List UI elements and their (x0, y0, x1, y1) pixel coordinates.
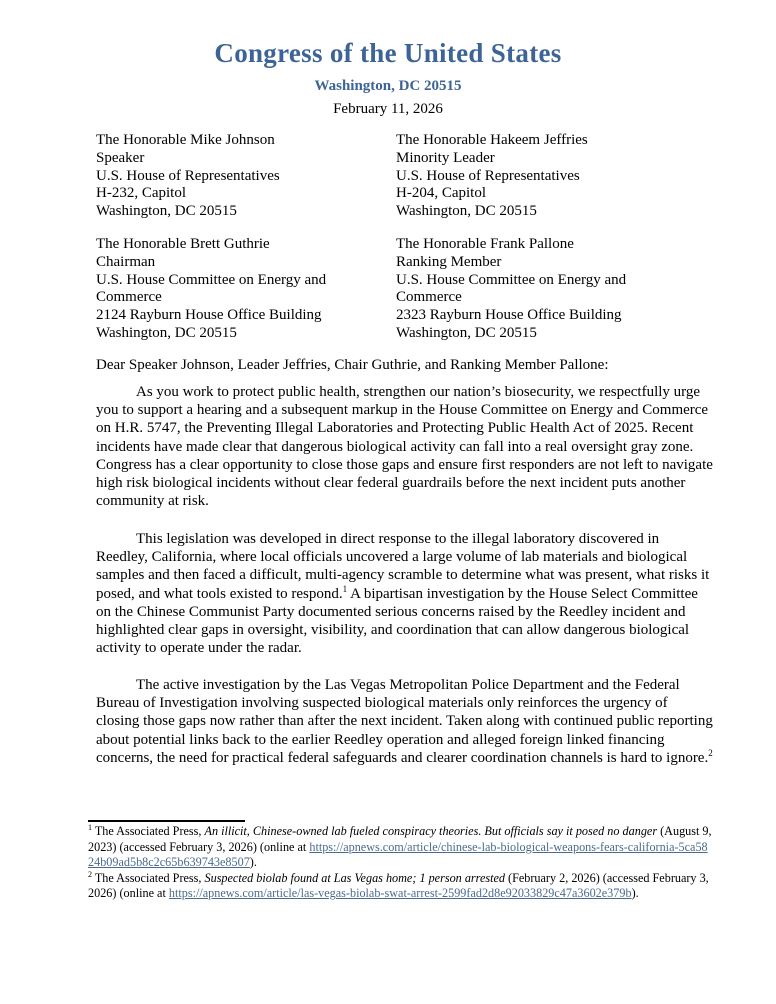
footnote-ref[interactable]: 2 (708, 747, 713, 758)
footnote-number: 1 (88, 823, 92, 832)
addressee-line: Chairman (96, 253, 156, 270)
footnote-source: The Associated Press, (94, 824, 205, 838)
footnote-divider (88, 820, 245, 822)
addressee-line: Washington, DC 20515 (96, 324, 237, 341)
addressee-line: H-204, Capitol (396, 185, 486, 202)
addressee-line: Washington, DC 20515 (96, 203, 237, 220)
addressee-line: The Honorable Frank Pallone (396, 236, 574, 252)
letterhead-subtitle: Washington, DC 20515 (314, 78, 462, 94)
body-paragraph (96, 530, 714, 657)
footnote-detail: (August 9, 2023) (accessed February 3, 2026) (online at (88, 824, 712, 854)
footnote-source: The Associated Press, (94, 870, 205, 885)
body-paragraph (96, 676, 714, 767)
paragraph-text: This legislation was developed in direct response to the illegal laboratory discovered in Reedley, California, where local officials uncovered a large volume of lab materials and biological samples and then faced a difficult, multi-agency scramble to determine what was present, what risks it posed, and what tools existed to respond. (96, 531, 710, 602)
footnote-end: ). (631, 886, 639, 901)
salutation: Dear Speaker Johnson, Leader Jeffries, Chair Guthrie, and Ranking Member Pallone: (96, 357, 609, 373)
addressee-line: Commerce (96, 289, 162, 306)
footnote (88, 871, 713, 902)
addressee-line: U.S. House of Representatives (96, 167, 280, 184)
footnote-title: An illicit, Chinese-owned lab fueled conspiracy theories. But officials say it posed no danger (204, 824, 658, 838)
addressee-line: The Honorable Brett Guthrie (96, 236, 270, 252)
addressee-line: Ranking Member (396, 253, 502, 270)
letterhead-title: Congress of the United States (214, 38, 562, 68)
addressee-line: Minority Leader (396, 149, 495, 166)
addressee-block (96, 132, 396, 221)
footnote-end: ). (249, 855, 257, 870)
addressee-line: H-232, Capitol (96, 185, 186, 202)
addressee-line: 2323 Rayburn House Office Building (396, 307, 622, 324)
body-paragraph (96, 383, 714, 510)
addressee-line: U.S. House Committee on Energy and (96, 271, 327, 288)
addressee-line: The Honorable Mike Johnson (96, 132, 275, 148)
letter-date: February 11, 2026 (333, 101, 443, 117)
footnote-link[interactable]: https://apnews.com/article/las-vegas-biolab-swat-arrest-2599fad2d8e92033829c47a3602e379b (168, 886, 632, 901)
addressee-line: U.S. House of Representatives (396, 167, 580, 184)
footnotes (88, 824, 713, 902)
addressee-line: Washington, DC 20515 (396, 324, 537, 341)
addressee-line: Commerce (396, 289, 462, 306)
paragraph-text: The active investigation by the Las Vegas Metropolitan Police Department and the Federal Bureau of Investigation involving suspected biological materials only reinforces the urgency of closing those gaps now rather than after the next incident. Taken along with continued public reporting about potential links back to the earlier Reedley operation and alleged foreign linked financing concerns, the need for practical federal safeguards and clearer coordination channels is hard to ignore. (96, 677, 713, 766)
paragraph-text: As you work to protect public health, strengthen our nation’s biosecurity, we respectfully urge you to support a hearing and a subsequent markup in the House Committee on Energy and Commerce on H.R. 5747, the Preventing Illegal Laboratories and Protecting Public Health Act of 2025. Recent incidents have made clear that dangerous biological activity can fall into a real oversight gray zone. Congress has a clear opportunity to close those gaps and ensure first responders are not left to navigate high risk biological incidents without clear federal guardrails before the next incident puts another community at risk. (96, 384, 713, 510)
addressee-line: Washington, DC 20515 (396, 203, 537, 220)
footnote-number: 2 (88, 869, 92, 879)
addressee-line: The Honorable Hakeem Jeffries (396, 132, 588, 148)
paragraph-text: A bipartisan investigation by the House Select Committee on the Chinese Communist Party documented serious concerns raised by the Reedley incident and highlighted clear gaps in oversight, visibility, and coordination that can allow dangerous biological activity to operate under the radar. (96, 585, 698, 657)
addressee-line: 2124 Rayburn House Office Building (96, 307, 322, 324)
addressee-line: Speaker (96, 149, 145, 166)
footnote-ref[interactable]: 1 (342, 583, 348, 594)
addressee-block (396, 236, 696, 343)
addressee-line: U.S. House Committee on Energy and (396, 271, 627, 288)
footnote-link[interactable]: https://apnews.com/article/chinese-lab-biological-weapons-fears-california-5ca5824b09ad5b8c2c65b639743e8507 (88, 839, 708, 870)
addressee-block (96, 236, 396, 343)
footnote-detail: (February 2, 2026) (accessed February 3, 2026) (online at (88, 870, 709, 901)
footnote (88, 824, 713, 871)
addressee-block (396, 132, 696, 221)
footnote-title: Suspected biolab found at Las Vegas home; 1 person arrested (204, 870, 505, 885)
